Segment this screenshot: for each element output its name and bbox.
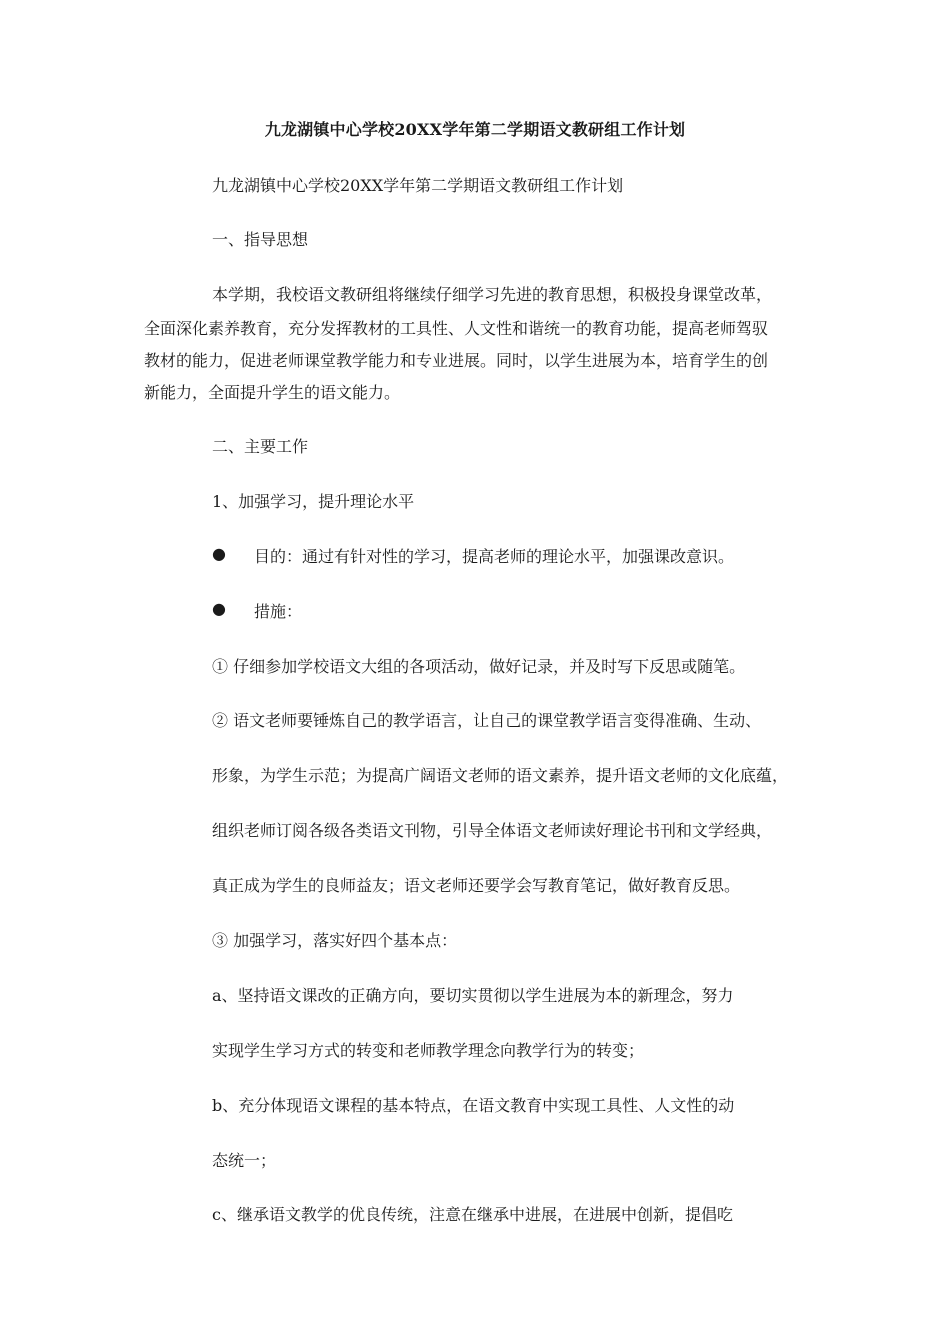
paragraph-line: 本学期，我校语文教研组将继续仔细学习先进的教育思想，积极投身课堂改革， — [212, 285, 773, 304]
paragraph-line: 新能力，全面提升学生的语文能力。 — [144, 383, 401, 402]
point-b-line: 态统一； — [212, 1151, 277, 1170]
measure-2-line: 真正成为学生的良师益友；语文老师还要学会写教育笔记，做好教育反思。 — [212, 876, 741, 895]
measure-2-line: ② 语文老师要锤炼自己的教学语言，让自己的课堂教学语言变得准确、生动、 — [212, 711, 762, 730]
bullet-goal: 目的：通过有针对性的学习，提高老师的理论水平，加强课改意识。 — [254, 547, 735, 566]
item-heading-study: 1、加强学习，提升理论水平 — [212, 492, 415, 511]
document-subtitle: 九龙湖镇中心学校20XX学年第二学期语文教研组工作计划 — [212, 176, 624, 195]
point-a-line: a、坚持语文课改的正确方向，要切实贯彻以学生进展为本的新理念，努力 — [212, 986, 734, 1005]
bullet-measures: 措施： — [254, 602, 303, 621]
point-b-line: b、充分体现语文课程的基本特点，在语文教育中实现工具性、人文性的动 — [212, 1096, 735, 1115]
measure-1: ① 仔细参加学校语文大组的各项活动，做好记录，并及时写下反思或随笔。 — [212, 657, 746, 676]
section-heading-main-work: 二、主要工作 — [212, 437, 309, 456]
bullet-icon: ● — [212, 599, 226, 618]
point-c-line: c、继承语文教学的优良传统，注意在继承中进展，在进展中创新，提倡吃 — [212, 1205, 733, 1224]
measure-2-line: 组织老师订阅各级各类语文刊物，引导全体语文老师读好理论书刊和文学经典， — [212, 821, 773, 840]
point-a-line: 实现学生学习方式的转变和老师教学理念向教学行为的转变； — [212, 1041, 645, 1060]
measure-2-line: 形象，为学生示范；为提高广阔语文老师的语文素养，提升语文老师的文化底蕴， — [212, 766, 789, 785]
document-title: 九龙湖镇中心学校20XX学年第二学期语文教研组工作计划 — [264, 120, 686, 139]
paragraph-line: 教材的能力，促进老师课堂教学能力和专业进展。同时，以学生进展为本，培育学生的创 — [144, 351, 769, 370]
bullet-icon: ● — [212, 544, 226, 563]
paragraph-line: 全面深化素养教育，充分发挥教材的工具性、人文性和谐统一的教育功能，提高老师驾驭 — [144, 319, 769, 338]
measure-3: ③ 加强学习，落实好四个基本点： — [212, 931, 458, 950]
section-heading-guiding-thought: 一、指导思想 — [212, 230, 309, 249]
